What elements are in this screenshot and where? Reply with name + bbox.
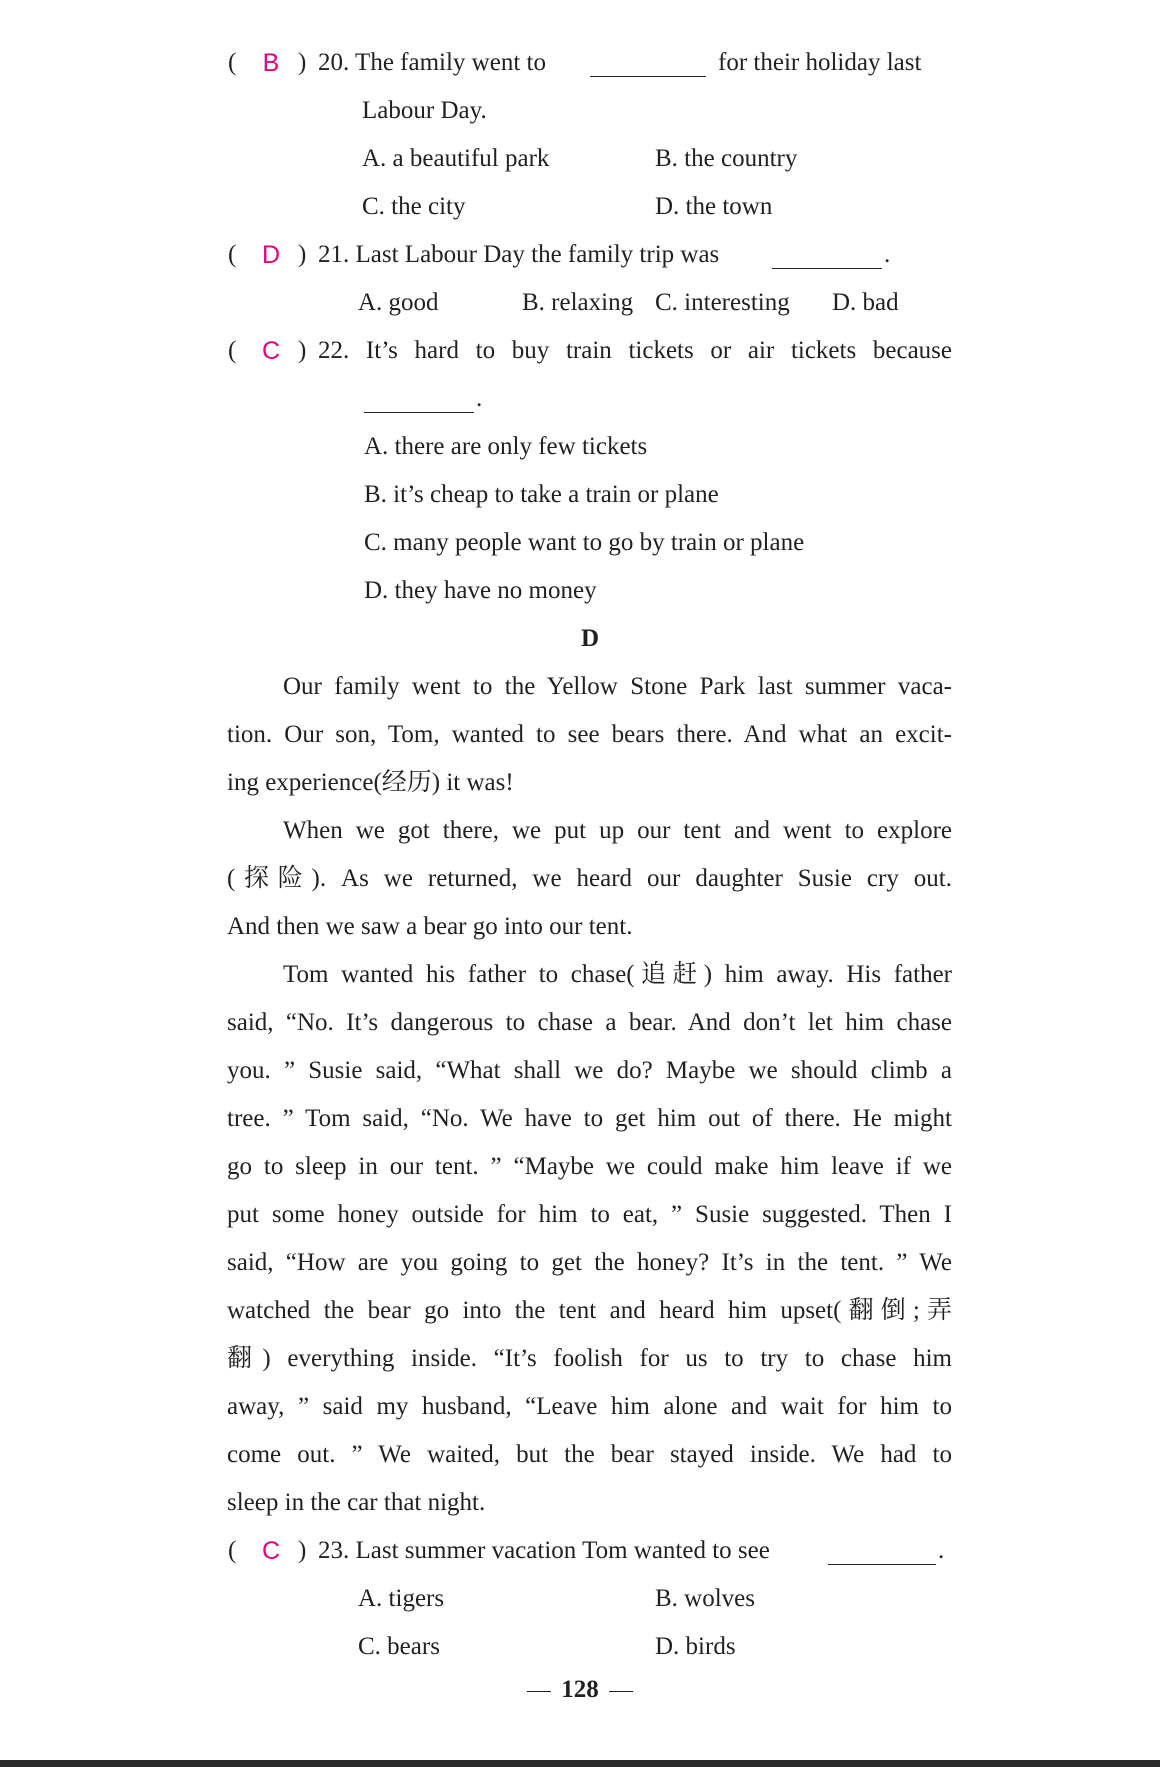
answer-bracket-open: ( xyxy=(228,1537,237,1564)
option-c: C. the city xyxy=(362,193,466,220)
option-d: D. bad xyxy=(832,289,899,316)
option-d: D. they have no money xyxy=(364,577,597,604)
page-number-value: 128 xyxy=(561,1676,599,1703)
option-a: A. a beautiful park xyxy=(362,145,550,172)
passage-line: sleep in the car that night. xyxy=(227,1489,486,1516)
answer-mark: D xyxy=(261,241,281,269)
passage-line: tion. Our son, Tom, wanted to see bears there. And what an excit- xyxy=(227,721,952,748)
answer-blank xyxy=(590,54,706,77)
option-a: A. tigers xyxy=(358,1585,445,1612)
passage-line: go to sleep in our tent. ” “Maybe we could make him leave if we xyxy=(227,1153,952,1180)
option-a: A. good xyxy=(358,289,439,316)
passage-line: put some honey outside for him to eat, ” Susie suggested. Then I xyxy=(227,1201,952,1228)
passage-line: watched the bear go into the tent and heard him upset(翻倒;弄 xyxy=(227,1297,952,1324)
question-stem: 23. Last summer vacation Tom wanted to see xyxy=(318,1537,770,1564)
passage-line: Tom wanted his father to chase(追赶) him away. His father xyxy=(283,961,952,988)
passage-line: away, ” said my husband, “Leave him alone and wait for him to xyxy=(227,1393,952,1420)
answer-bracket-open: ( xyxy=(228,49,237,76)
option-d: D. the town xyxy=(655,193,773,220)
option-c: C. interesting xyxy=(655,289,790,316)
option-b: B. relaxing xyxy=(522,289,634,316)
answer-bracket-open: ( xyxy=(228,337,237,364)
option-b: B. wolves xyxy=(655,1585,755,1612)
section-title: D xyxy=(580,625,600,652)
answer-blank xyxy=(364,390,474,413)
question-stem: Labour Day. xyxy=(362,97,487,124)
answer-mark: C xyxy=(261,337,281,365)
page-number xyxy=(0,1675,1160,1705)
bottom-edge-bar xyxy=(0,1760,1160,1767)
question-stem: for their holiday last xyxy=(718,49,922,76)
option-a: A. there are only few tickets xyxy=(364,433,648,460)
option-c: C. many people want to go by train or plane xyxy=(364,529,805,556)
answer-bracket-close: ) xyxy=(298,1537,307,1564)
passage-line: 翻) everything inside. “It’s foolish for us to try to chase him xyxy=(227,1345,952,1372)
passage-line: When we got there, we put up our tent and went to explore xyxy=(283,817,952,844)
passage-line: come out. ” We waited, but the bear stayed inside. We had to xyxy=(227,1441,952,1468)
passage-line: said, “No. It’s dangerous to chase a bear. And don’t let him chase xyxy=(227,1009,952,1036)
option-d: D. birds xyxy=(655,1633,736,1660)
page-number-dash-left xyxy=(527,1691,551,1692)
option-b: B. the country xyxy=(655,145,798,172)
period: . xyxy=(476,385,483,412)
passage-line: you. ” Susie said, “What shall we do? Maybe we should climb a xyxy=(227,1057,952,1084)
option-b: B. it’s cheap to take a train or plane xyxy=(364,481,719,508)
answer-bracket-close: ) xyxy=(298,337,307,364)
period: . xyxy=(938,1537,945,1564)
question-stem: 21. Last Labour Day the family trip was xyxy=(318,241,720,268)
passage-line: tree. ” Tom said, “No. We have to get him out of there. He might xyxy=(227,1105,952,1132)
option-c: C. bears xyxy=(358,1633,440,1660)
passage-line: And then we saw a bear go into our tent. xyxy=(227,913,633,940)
page-number-dash-right xyxy=(609,1691,633,1692)
passage-line: ing experience(经历) it was! xyxy=(227,769,514,796)
answer-blank xyxy=(772,246,882,269)
answer-bracket-open: ( xyxy=(228,241,237,268)
answer-blank xyxy=(828,1542,936,1565)
period: . xyxy=(884,241,891,268)
answer-bracket-close: ) xyxy=(298,241,307,268)
passage-line: Our family went to the Yellow Stone Park last summer vaca- xyxy=(283,673,952,700)
answer-mark: B xyxy=(262,49,280,77)
passage-line: (探险). As we returned, we heard our daughter Susie cry out. xyxy=(227,865,952,892)
question-stem: 20. The family went to xyxy=(318,49,546,76)
question-stem: 22. It’s hard to buy train tickets or air tickets because xyxy=(318,337,952,364)
passage-line: said, “How are you going to get the honey? It’s in the tent. ” We xyxy=(227,1249,952,1276)
answer-bracket-close: ) xyxy=(298,49,307,76)
answer-mark: C xyxy=(261,1537,281,1565)
